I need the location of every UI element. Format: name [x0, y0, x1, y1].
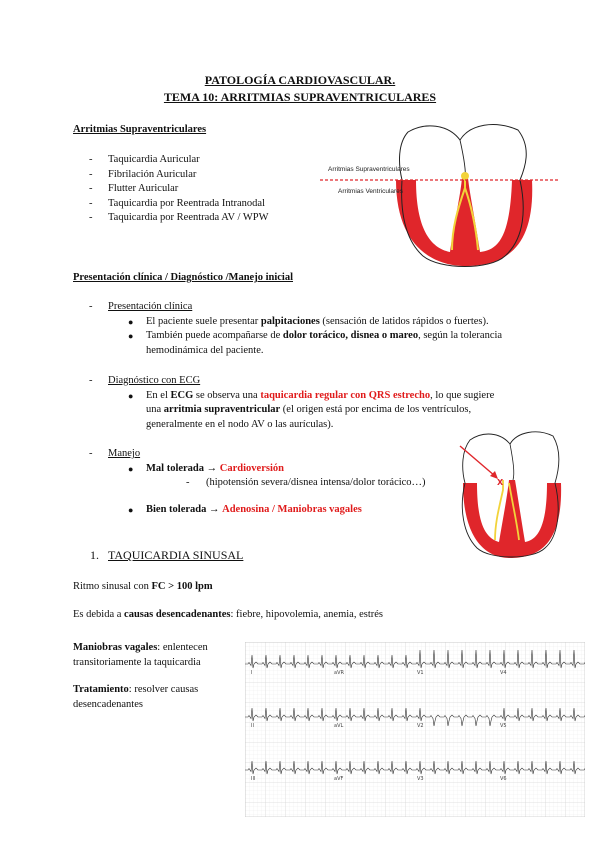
bullet-mal-tolerada: ● Mal tolerada → Cardioversión: [128, 462, 284, 474]
ecg-lead-label: II: [251, 723, 254, 729]
page-subtitle: TEMA 10: ARRITMIAS SUPRAVENTRICULARES: [163, 90, 437, 104]
diagnostico-title: Diagnóstico con ECG: [108, 375, 201, 386]
mark-vd: VD: [445, 236, 451, 241]
presentacion-block: [73, 300, 543, 358]
av-node-dot: [461, 172, 469, 180]
ecg-lead-label: V4: [500, 670, 507, 676]
bullet-ecg: ● En el ECG se observa una taquicardia regular con QRS estrecho, lo que sugiere una arritmia supraventricular (el origen está por encima de los ventrículos, generalmente en el nodo AV o las aurículas).: [128, 389, 495, 430]
causas-text: Es debida a causas desencadenantes: fiebre, hipovolemia, anemia, estrés: [73, 609, 383, 620]
ecg-lead-label: V6: [500, 776, 507, 782]
mal-tolerada-detail: - (hipotensión severa/disnea intensa/dolor torácico…): [186, 476, 473, 491]
ecg-lead-label: aVR: [334, 670, 344, 676]
section-heading-taquicardia-sinusal: 1. TAQUICARDIA SINUSAL: [90, 548, 244, 562]
arrhythmia-item: - Fibrilación Auricular: [73, 168, 333, 183]
arrhythmia-item: - Flutter Auricular: [73, 182, 333, 197]
arrhythmia-item: - Taquicardia Auricular: [73, 153, 333, 168]
section-heading-arritmias: Arritmias Supraventriculares: [73, 124, 207, 135]
pointer-arrow: [460, 446, 495, 476]
section-heading-presentacion: Presentación clínica / Diagnóstico /Manejo inicial: [73, 272, 293, 283]
ecg-lead-label: aVF: [334, 776, 344, 782]
ecg-lead-label: V3: [417, 776, 424, 782]
ecg-lead-label: III: [251, 776, 256, 782]
bullet-bien-tolerada: ● Bien tolerada → Adenosina / Maniobras vagales: [128, 503, 362, 515]
label-ventriculares: Arritmias Ventriculares: [338, 188, 404, 195]
heart-diagram-av-node: [455, 428, 570, 563]
manejo-block: [73, 447, 473, 517]
ecg-lead-label: V5: [500, 723, 507, 729]
maniobras-vagales-text: Maniobras vagales: enlentecen transitoriamente la taquicardia: [73, 642, 208, 668]
arrhythmia-item: - Taquicardia por Reentrada AV / WPW: [73, 211, 333, 226]
heart-diagram-levels: [320, 118, 560, 268]
ritmo-sinusal-text: Ritmo sinusal con FC > 100 lpm: [73, 581, 213, 592]
ecg-lead-label: I: [251, 670, 253, 676]
bullet-dolor: ● También puede acompañarse de dolor torácico, disnea o mareo, según la tolerancia hemodinámica del paciente.: [128, 330, 503, 356]
tratamiento-text: Tratamiento: resolver causas desencadenantes: [73, 684, 199, 710]
ecg-lead-label: V1: [417, 670, 424, 676]
page-title: PATOLOGÍA CARDIOVASCULAR.: [204, 73, 396, 87]
presentacion-title: Presentación clínica: [108, 301, 193, 312]
bullet-palpitaciones: ● El paciente suele presentar palpitaciones (sensación de latidos rápidos o fuertes).: [128, 315, 489, 327]
arrhythmia-item: - Taquicardia por Reentrada Intranodal: [73, 197, 333, 212]
manejo-title: Manejo: [108, 448, 141, 459]
label-supraventriculares: Arritmias Supraventriculares: [328, 166, 410, 173]
ecg-lead-label: V2: [417, 723, 424, 729]
av-node-x-mark: X: [497, 478, 504, 487]
arrhythmia-list: [73, 153, 333, 226]
ecg-tracing: [245, 642, 585, 817]
ecg-lead-label: aVL: [334, 723, 344, 729]
mark-vi: VI: [492, 236, 496, 241]
diagnostico-block: [73, 374, 543, 432]
